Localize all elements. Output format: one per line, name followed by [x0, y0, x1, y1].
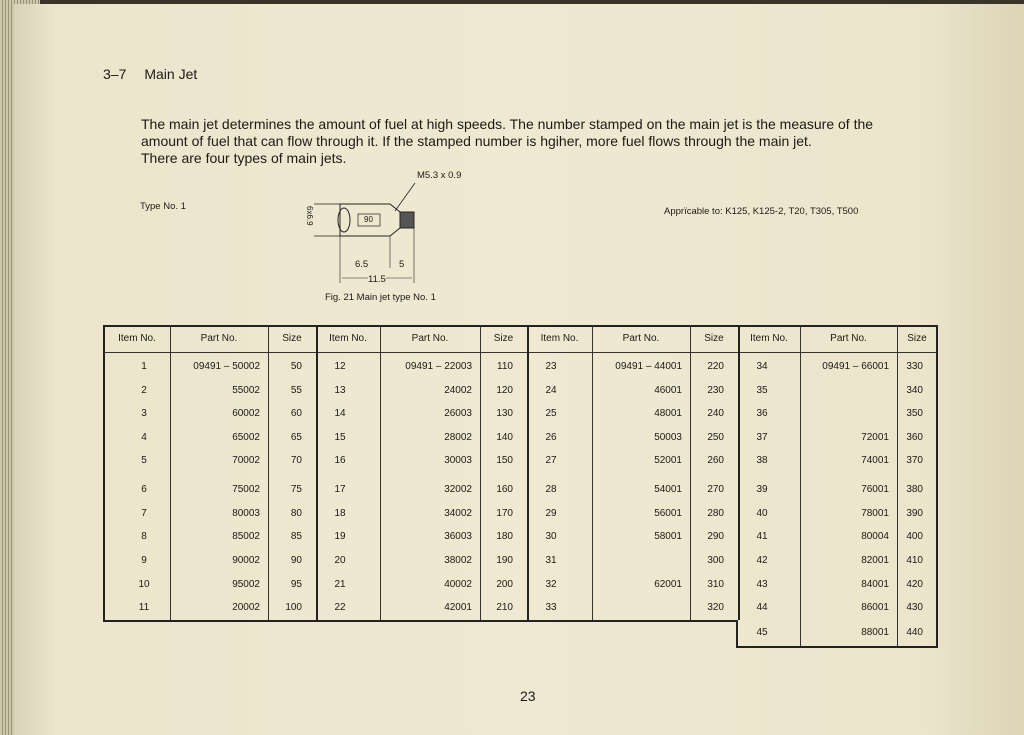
item-number: 25: [545, 408, 557, 419]
part-number: 28002: [444, 432, 472, 443]
item-number: 30: [545, 531, 557, 542]
size-value: 170: [496, 508, 513, 519]
table-border: [736, 646, 938, 648]
paragraph-line: amount of fuel that can flow through it. If the stamped number is hgiher, more fuel flows through the main jet.: [141, 133, 812, 149]
header-divider: [104, 352, 936, 353]
item-number: 21: [334, 579, 346, 590]
item-number: 7: [141, 508, 147, 519]
size-value: 330: [906, 361, 923, 372]
table-border: [103, 325, 937, 327]
item-number: 33: [545, 602, 557, 613]
size-value: 360: [906, 432, 923, 443]
size-value: 280: [707, 508, 724, 519]
size-value: 160: [496, 484, 513, 495]
size-value: 440: [906, 627, 923, 638]
column-header: Size: [493, 333, 514, 344]
part-number: 62001: [654, 579, 682, 590]
thread-dimension: M5.3 x 0.9: [417, 170, 462, 181]
size-value: 260: [707, 455, 724, 466]
size-value: 110: [497, 361, 513, 372]
part-number: 88001: [861, 627, 889, 638]
size-value: 180: [496, 531, 513, 542]
part-number: 26003: [444, 408, 472, 419]
item-number: 1: [141, 361, 147, 372]
column-header: Item No.: [118, 333, 156, 344]
part-number: 09491 – 66001: [822, 361, 889, 372]
part-number: 65002: [232, 432, 260, 443]
part-number: 46001: [654, 385, 682, 396]
size-value: 60: [290, 408, 302, 419]
stamped-number: 90: [364, 215, 373, 224]
size-value: 230: [707, 385, 724, 396]
item-number: 34: [756, 361, 768, 372]
part-number: 09491 – 22003: [405, 361, 472, 372]
part-number: 86001: [861, 602, 889, 613]
size-value: 150: [496, 455, 513, 466]
part-number: 30003: [444, 455, 472, 466]
item-number: 32: [545, 579, 557, 590]
part-number: 40002: [444, 579, 472, 590]
part-number: 38002: [444, 555, 472, 566]
item-number: 44: [756, 602, 768, 613]
part-number: 80004: [861, 531, 889, 542]
item-number: 14: [334, 408, 346, 419]
part-number: 54001: [654, 484, 682, 495]
item-number: 35: [756, 385, 768, 396]
part-number: 09491 – 50002: [193, 361, 260, 372]
item-number: 2: [141, 385, 147, 396]
size-value: 410: [906, 555, 923, 566]
part-number: 90002: [232, 555, 260, 566]
section-heading: [103, 66, 197, 82]
table-border: [103, 325, 105, 621]
column-header: Part No.: [200, 333, 238, 344]
item-number: 40: [756, 508, 768, 519]
size-value: 70: [290, 455, 302, 466]
main-jet-figure: [300, 168, 500, 308]
item-number: 24: [545, 385, 557, 396]
size-value: 120: [496, 385, 513, 396]
group-divider: [738, 326, 740, 620]
part-number: 52001: [654, 455, 682, 466]
size-value: 320: [707, 602, 724, 613]
size-value: 200: [496, 579, 513, 590]
size-value: 340: [906, 385, 923, 396]
page-number: 23: [520, 688, 536, 704]
item-number: 42: [756, 555, 768, 566]
size-value: 300: [707, 555, 724, 566]
column-header: Part No.: [622, 333, 660, 344]
part-number: 32002: [444, 484, 472, 495]
size-value: 370: [906, 455, 923, 466]
part-number: 70002: [232, 455, 260, 466]
size-value: 240: [707, 408, 724, 419]
part-number: 36003: [444, 531, 472, 542]
part-number: 80003: [232, 508, 260, 519]
part-number: 48001: [654, 408, 682, 419]
item-number: 28: [545, 484, 557, 495]
column-header: Part No.: [411, 333, 449, 344]
part-number: 75002: [232, 484, 260, 495]
dimension-b: 5: [399, 259, 405, 270]
size-value: 220: [707, 361, 724, 372]
item-number: 22: [334, 602, 346, 613]
main-jet-drawing: [300, 168, 500, 308]
part-number: 20002: [232, 602, 260, 613]
column-header: Size: [282, 333, 302, 344]
part-number: 34002: [444, 508, 472, 519]
size-value: 80: [290, 508, 302, 519]
column-header: Item No.: [329, 333, 367, 344]
column-header: Size: [907, 333, 927, 344]
item-number: 16: [334, 455, 346, 466]
part-number: 82001: [861, 555, 889, 566]
intro-paragraph: [141, 116, 981, 167]
item-number: 27: [545, 455, 557, 466]
item-number: 36: [756, 408, 768, 419]
item-number: 39: [756, 484, 768, 495]
item-number: 5: [141, 455, 147, 466]
item-number: 15: [334, 432, 346, 443]
part-number: 84001: [861, 579, 889, 590]
size-value: 310: [707, 579, 724, 590]
part-number: 58001: [654, 531, 682, 542]
size-value: 270: [707, 484, 724, 495]
size-value: 420: [906, 579, 923, 590]
item-number: 23: [545, 361, 557, 372]
size-value: 95: [290, 579, 302, 590]
item-number: 3: [141, 408, 147, 419]
item-number: 11: [138, 602, 150, 613]
size-value: 55: [290, 385, 302, 396]
part-number: 09491 – 44001: [615, 361, 682, 372]
part-number: 55002: [232, 385, 260, 396]
size-value: 350: [906, 408, 923, 419]
part-number: 50003: [654, 432, 682, 443]
item-number: 18: [334, 508, 346, 519]
size-value: 130: [496, 408, 513, 419]
type-label: Type No. 1: [140, 201, 186, 212]
part-number: 74001: [861, 455, 889, 466]
dimension-total: 11.5: [368, 274, 386, 285]
column-header: Item No.: [540, 333, 579, 344]
column-header: Part No.: [830, 333, 867, 344]
table-border: [736, 620, 738, 648]
size-value: 190: [496, 555, 513, 566]
table-border: [103, 620, 737, 622]
item-number: 38: [756, 455, 768, 466]
item-number: 8: [141, 531, 147, 542]
figure-caption: Fig. 21 Main jet type No. 1: [325, 292, 436, 303]
size-value: 390: [906, 508, 923, 519]
size-value: 400: [906, 531, 923, 542]
part-number: 78001: [861, 508, 889, 519]
item-number: 20: [334, 555, 346, 566]
part-number: 72001: [861, 432, 889, 443]
item-number: 31: [545, 555, 557, 566]
size-value: 380: [906, 484, 923, 495]
size-value: 140: [496, 432, 513, 443]
applicable-models: Apprïcable to: K125, K125-2, T20, T305, T500: [664, 206, 859, 217]
part-number: 85002: [232, 531, 260, 542]
size-value: 65: [290, 432, 302, 443]
section-number: 3–7: [103, 66, 127, 82]
size-value: 210: [496, 602, 513, 613]
item-number: 37: [756, 432, 768, 443]
item-number: 4: [141, 432, 147, 443]
part-number: 60002: [232, 408, 260, 419]
size-value: 75: [290, 484, 302, 495]
size-value: 290: [707, 531, 724, 542]
part-number: 76001: [861, 484, 889, 495]
item-number: 9: [141, 555, 147, 566]
item-number: 13: [334, 385, 346, 396]
item-number: 6: [141, 484, 147, 495]
column-header: Item No.: [750, 333, 788, 344]
item-number: 41: [756, 531, 768, 542]
item-number: 12: [334, 361, 346, 372]
item-number: 29: [545, 508, 557, 519]
column-header: Size: [704, 333, 724, 344]
dimension-a: 6.5: [355, 259, 369, 270]
size-value: 50: [290, 361, 302, 372]
part-number: 42001: [444, 602, 472, 613]
group-divider: [316, 326, 318, 620]
paragraph-line: The main jet determines the amount of fuel at high speeds. The number stamped on the main jet is the measure of the: [141, 116, 874, 132]
item-number: 19: [334, 531, 346, 542]
part-number: 24002: [444, 385, 472, 396]
size-value: 100: [285, 602, 302, 613]
section-title: Main Jet: [144, 66, 198, 82]
part-number: 95002: [232, 579, 260, 590]
size-value: 250: [707, 432, 724, 443]
size-value: 90: [290, 555, 302, 566]
group-divider: [527, 326, 529, 620]
item-number: 17: [334, 484, 346, 495]
item-number: 45: [756, 627, 768, 638]
size-value: 85: [290, 531, 302, 542]
part-number: 56001: [654, 508, 682, 519]
hex-dimension: 6x6.9: [305, 206, 314, 226]
paragraph-line: There are four types of main jets.: [141, 150, 347, 166]
size-value: 430: [906, 602, 923, 613]
item-number: 43: [756, 579, 768, 590]
item-number: 10: [138, 579, 150, 590]
item-number: 26: [545, 432, 557, 443]
table-border: [936, 325, 938, 648]
